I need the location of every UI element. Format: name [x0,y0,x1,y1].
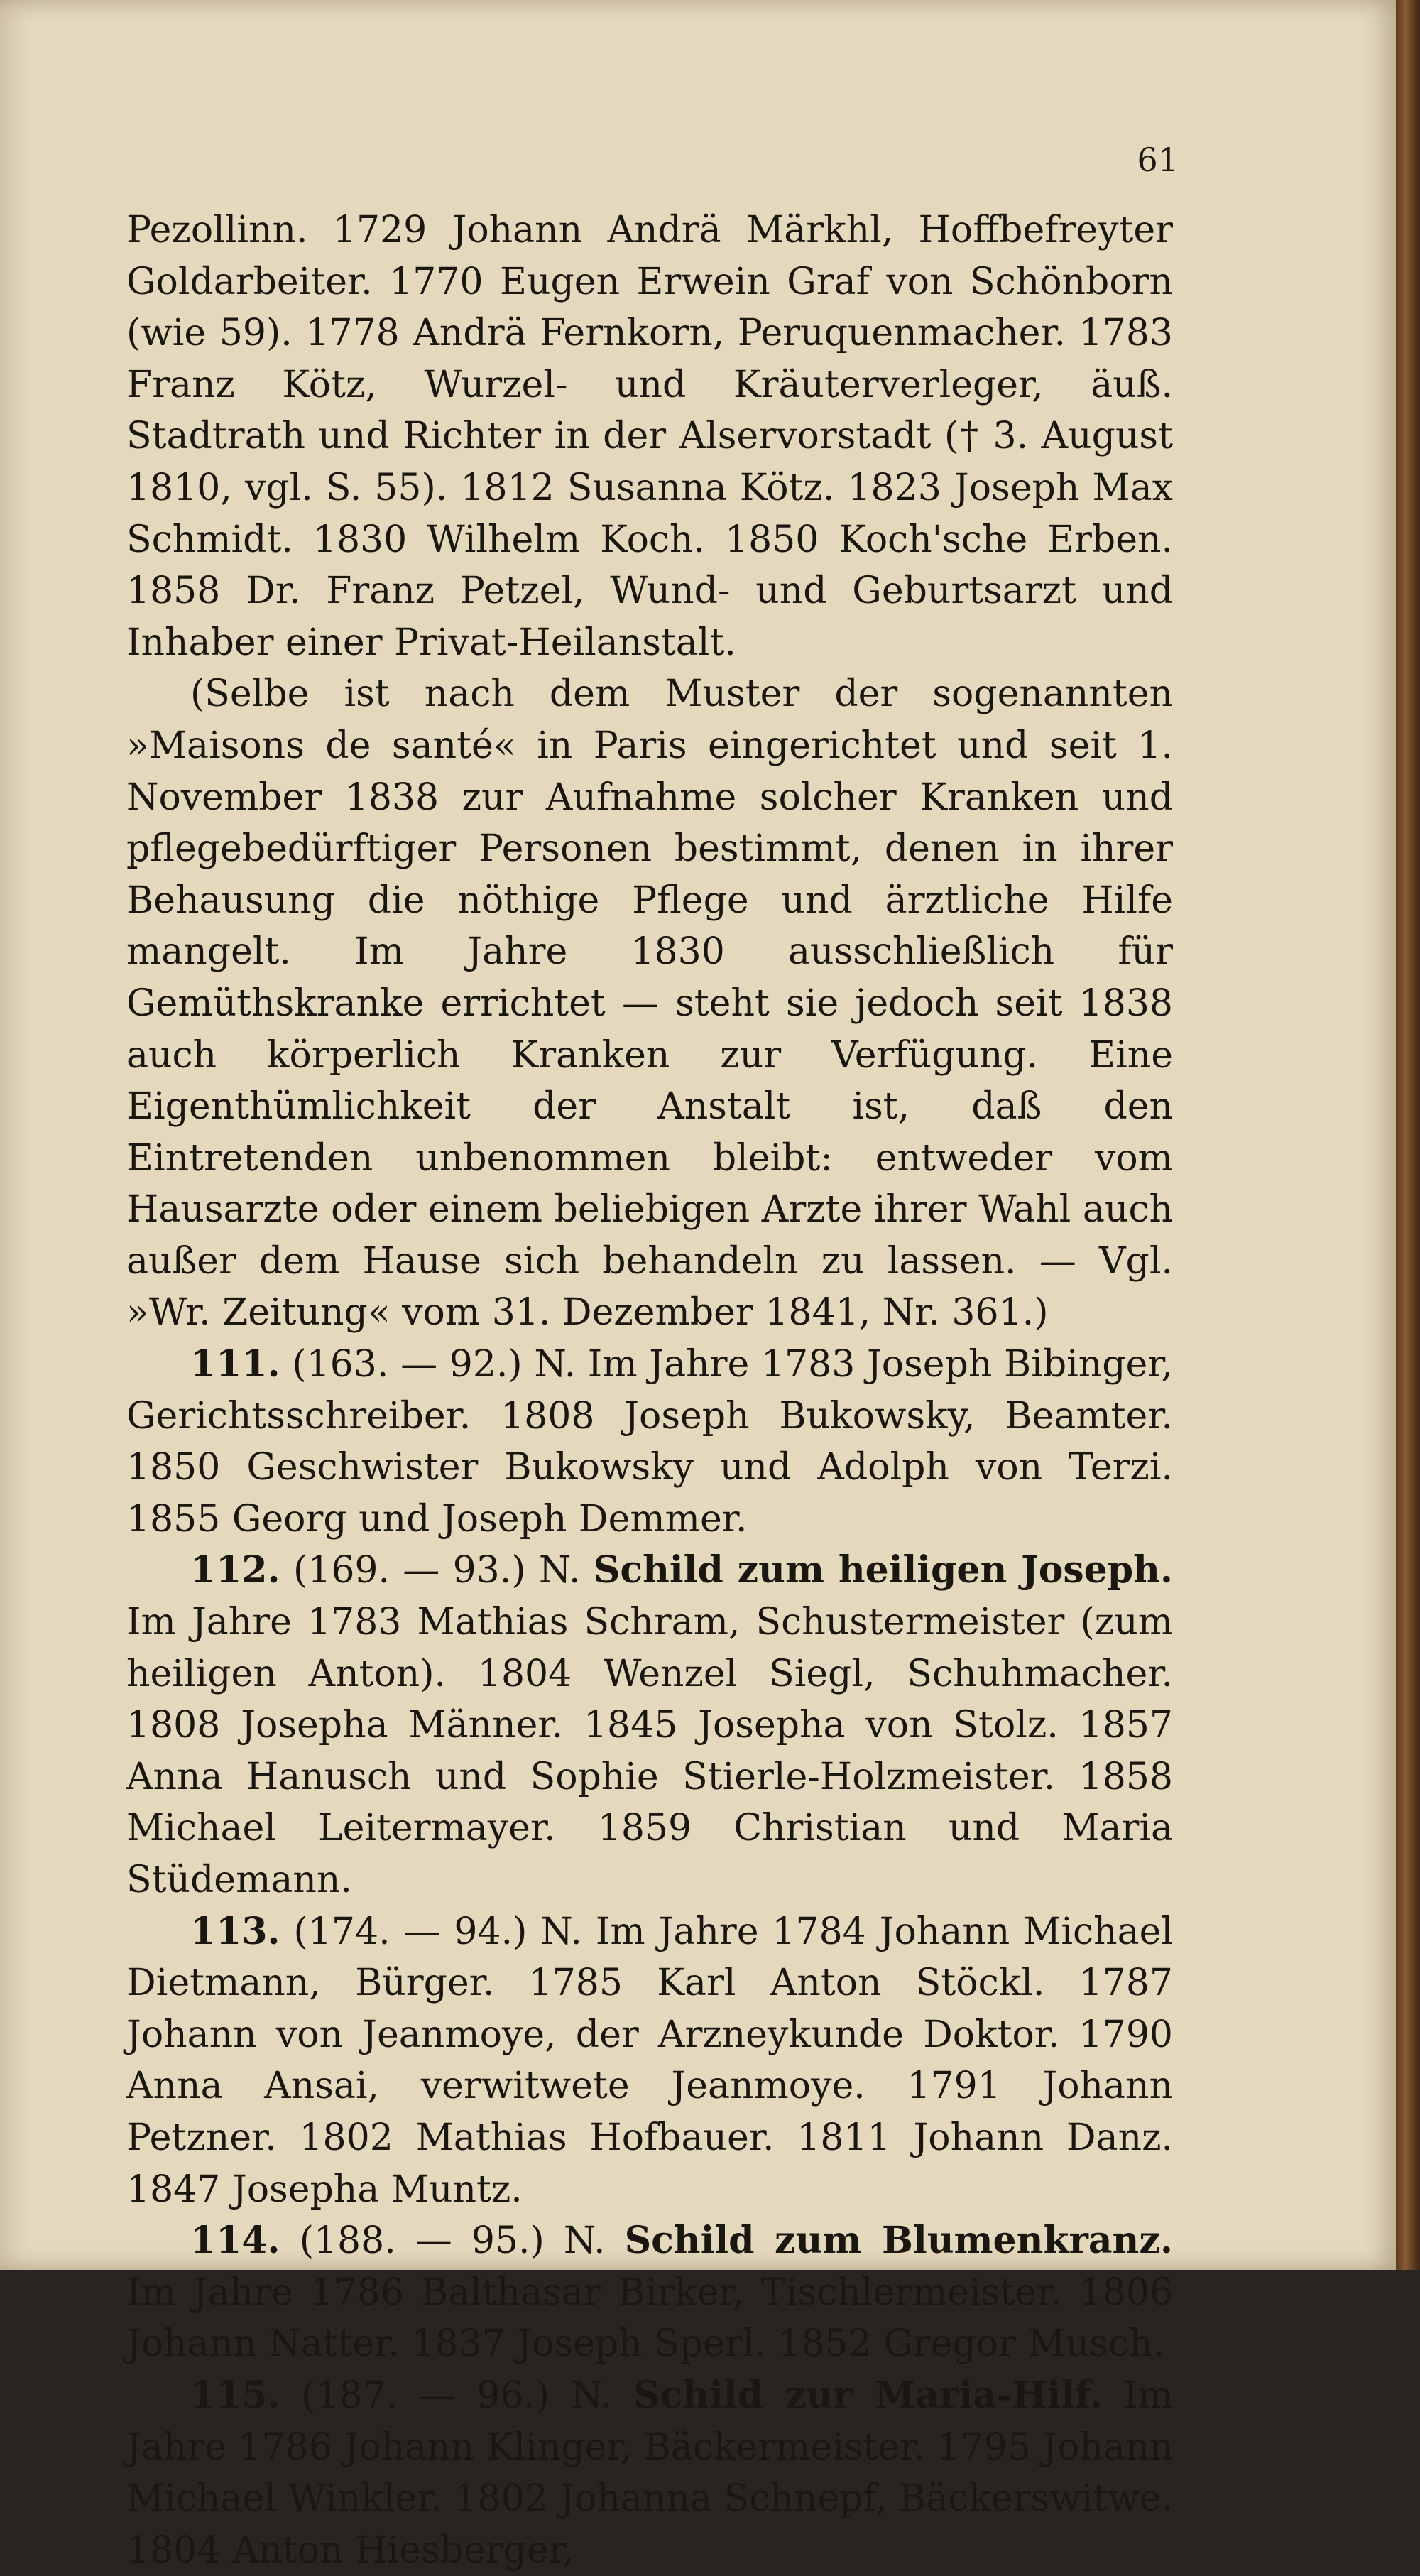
entry-number: 112. [190,1548,280,1592]
entry-113 [126,1906,1173,2216]
house-name: Schild zur Maria-Hilf. [633,2373,1103,2417]
entry-115 [126,2370,1173,2576]
entry-number: 114. [190,2219,280,2263]
entry-112 [126,1545,1173,1906]
entry-text: Im Jahre 1783 Joseph Bibinger, Gerichtsschreiber. 1808 Joseph Bukowsky, Beamter. 1850 Geschwister Bukowsky und Adolph von Terzi. 1855 Georg und Joseph Demmer. [126,1343,1173,1540]
entry-ref: (188. — 95.) N. [299,2219,606,2263]
page-text [126,205,1173,2576]
entry-ref: (187. — 96.) N. [301,2374,613,2417]
entry-text: Im Jahre 1784 Johann Michael Dietmann, Bürger. 1785 Karl Anton Stöckl. 1787 Johann von Jeanmoye, der Arzneykunde Doktor. 1790 Anna Ansai, verwitwete Jeanmoye. 1791 Johann Petzner. 1802 Mathias Hofbauer. 1811 Johann Danz. 1847 Josepha Muntz. [126,1910,1174,2211]
entry-ref: (174. — 94.) N. [293,1910,582,1953]
book-edge [1396,0,1420,2270]
paragraph-continued: Pezollinn. 1729 Johann Andrä Märkhl, Hoffbefreyter Goldarbeiter. 1770 Eugen Erwein Graf von Schönborn (wie 59). 1778 Andrä Fernkorn, Peruquenmacher. 1783 Franz Kötz, Wurzel- und Kräuterverleger, äuß. Stadtrath und Richter in der Alservorstadt († 3. August 1810, vgl. S. 55). 1812 Susanna Kötz. 1823 Joseph Max Schmidt. 1830 Wilhelm Koch. 1850 Koch'sche Erben. 1858 Dr. Franz Petzel, Wund- und Geburtsarzt und Inhaber einer Privat-Heilanstalt. [126,209,1173,664]
house-name: Schild zum heiligen Joseph. [593,1548,1174,1592]
entry-text: Im Jahre 1786 Johann Klinger, Bäckermeister. 1795 Johann Michael Winkler. 1802 Johanna Schnepf, Bäckerswitwe. 1804 Anton Hiesberger, [126,2374,1174,2572]
page-number: 61 [1137,141,1179,179]
entry-text: Im Jahre 1786 Balthasar Birker, Tischlermeister. 1806 Johann Natter. 1837 Joseph Sperl. 1852 Gregor Musch. [126,2271,1173,2366]
entry-text: Im Jahre 1783 Mathias Schram, Schustermeister (zum heiligen Anton). 1804 Wenzel Siegl, Schuhmacher. 1808 Josepha Männer. 1845 Josepha von Stolz. 1857 Anna Hanusch und Sophie Stierle-Holzmeister. 1858 Michael Leitermayer. 1859 Christian und Maria Stüdemann. [126,1601,1173,1901]
entry-ref: (169. — 93.) N. [293,1549,581,1592]
paragraph-note: (Selbe ist nach dem Muster der sogenannten »Maisons de santé« in Paris eingerichtet und seit 1. November 1838 zur Aufnahme solcher Kranken und pflegebedürftiger Personen bestimmt, denen in ihrer Behausung die nöthige Pflege und ärztliche Hilfe mangelt. Im Jahre 1830 ausschließlich für Gemüthskranke errichtet — steht sie jedoch seit 1838 auch körperlich Kranken zur Verfügung. Eine Eigenthümlichkeit der Anstalt ist, daß den Eintretenden unbenommen bleibt: entweder vom Hausarzte oder einem beliebigen Arzte ihrer Wahl auch außer dem Hause sich behandeln zu lassen. — Vgl. »Wr. Zeitung« vom 31. Dezember 1841, Nr. 361.) [126,673,1173,1335]
house-name: Schild zum Blumenkranz. [624,2219,1173,2263]
entry-number: 115. [190,2373,280,2417]
entry-111 [126,1339,1173,1545]
entry-number: 113. [190,1909,280,1953]
entry-ref: (163. — 92.) N. [292,1343,577,1386]
entry-number: 111. [190,1342,280,1386]
entry-114 [126,2215,1173,2370]
